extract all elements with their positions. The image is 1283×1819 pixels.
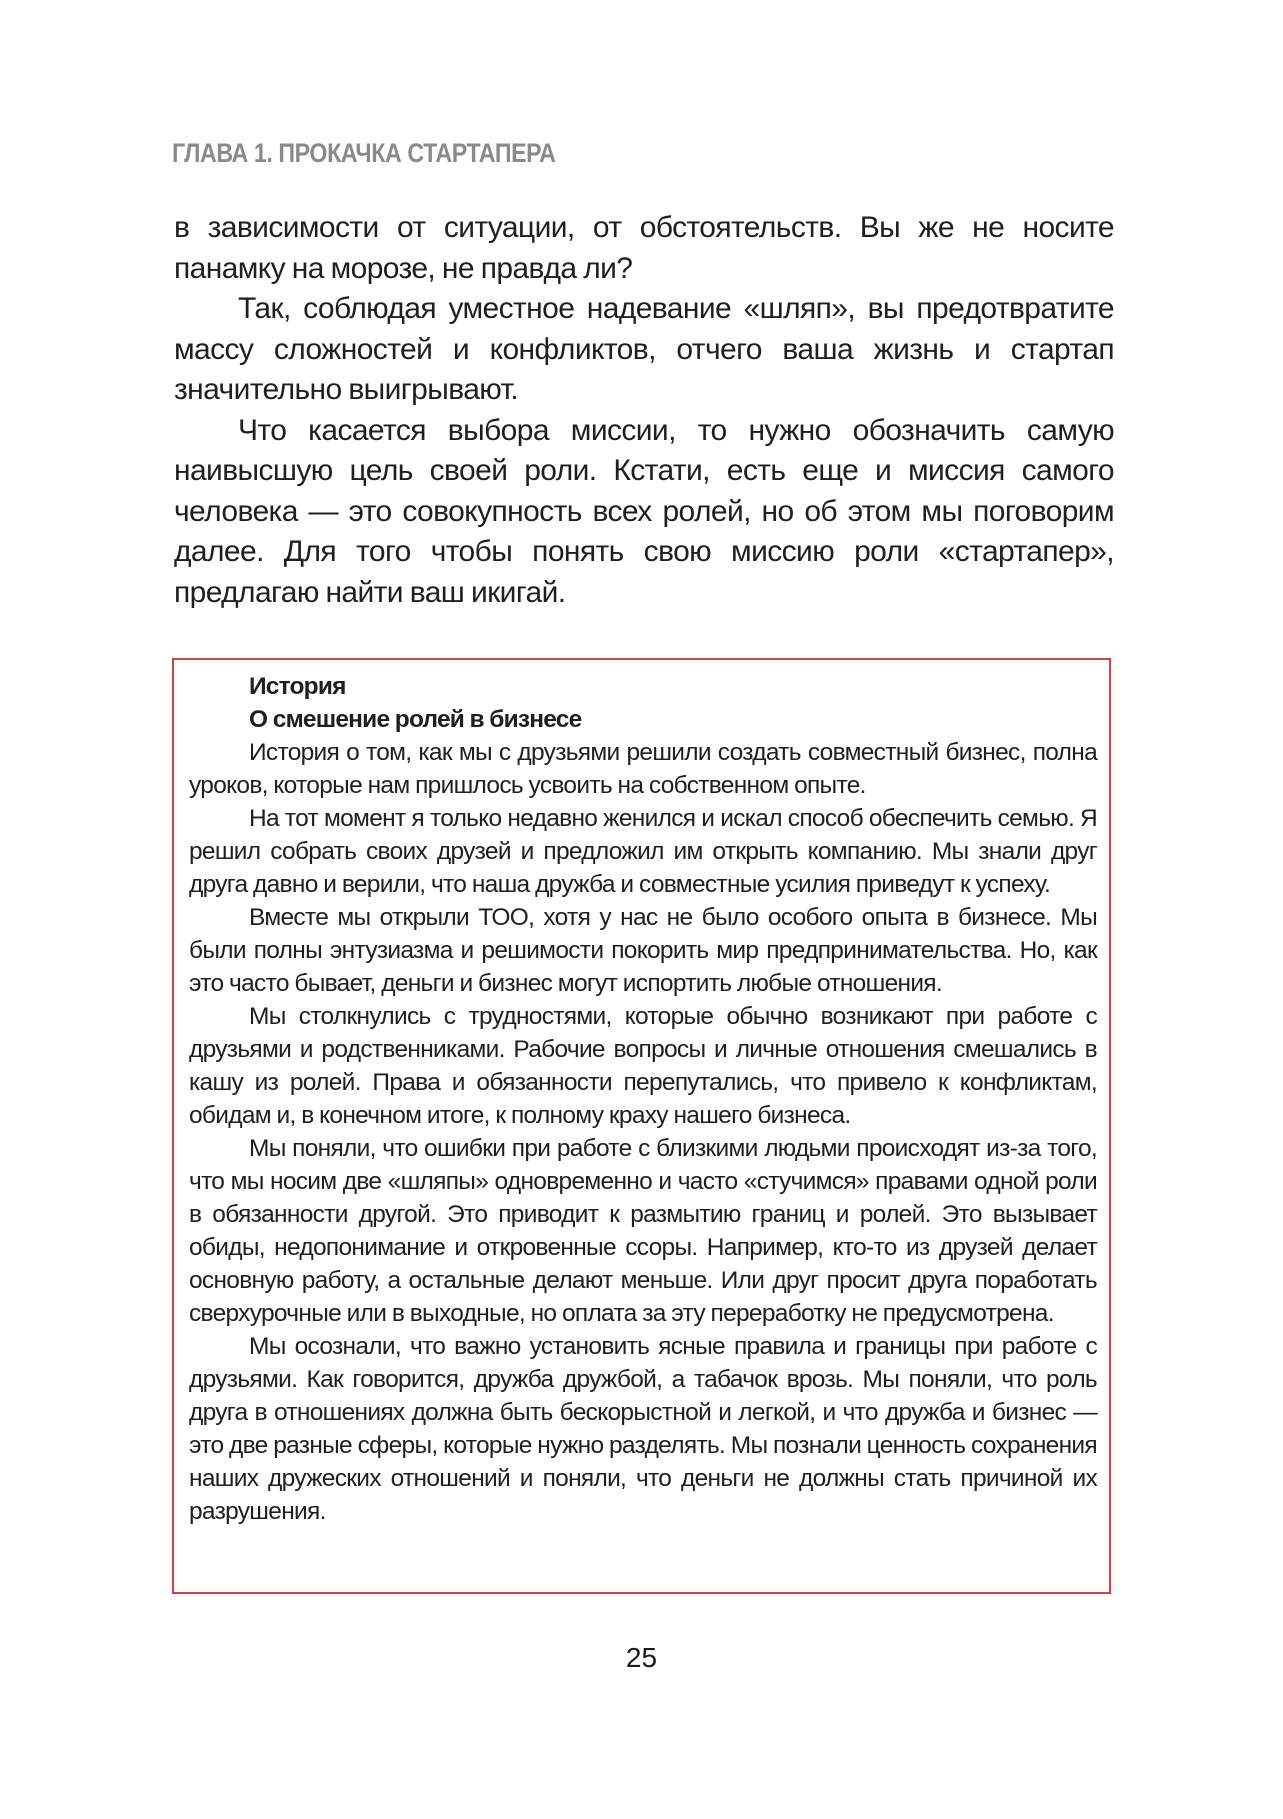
story-title: О смешение ролей в бизнесе [249, 706, 582, 733]
story-paragraph: Мы осознали, что важно установить ясные правила и границы при работе с друзьями. Как говорится, дружба дружбой, а табачок врозь. Мы поняли, что роль друга в отношениях должна быть бескорыстной и легкой, и что дружба и бизнес — это две разные сферы, которые нужно разделять. Мы познали ценность сохранения наших дружеских отношений и поняли, что деньги не должны стать причиной их разрушения. [189, 1333, 1097, 1525]
story-paragraph: История о том, как мы с друзьями решили создать совместный бизнес, полна уроков, которые нам пришлось усвоить на собственном опыте. [189, 739, 1097, 799]
story-label: История [249, 673, 346, 700]
story-paragraph: На тот момент я только недавно женился и искал способ обеспечить семью. Я решил собрать своих друзей и предложил им открыть компанию. Мы знали друг друга давно и верили, что наша дружба и совместные усилия приведут к успеху. [189, 805, 1097, 898]
chapter-title: ГЛАВА 1. ПРОКАЧКА СТАРТАПЕРА [172, 138, 556, 168]
story-content [189, 670, 1097, 1528]
body-paragraph: Что касается выбора миссии, то нужно обозначить самую наивысшую цель своей роли. Кстати, есть еще и миссия самого человека — это совокупность всех ролей, но об этом мы поговорим далее. Для того чтобы понять свою миссию роли «стартапер», предлагаю найти ваш икигай. [174, 413, 1114, 609]
body-paragraph: в зависимости от ситуации, от обстоятельств. Вы же не носите панамку на морозе, не правда ли? [174, 211, 1114, 285]
story-box [172, 658, 1111, 1594]
story-paragraph: Мы столкнулись с трудностями, которые обычно возникают при работе с друзьями и родственниками. Рабочие вопросы и личные отношения смешались в кашу из ролей. Права и обязанности перепутались, что привело к конфликтам, обидам и, в конечном итоге, к полному краху нашего бизнеса. [189, 1003, 1097, 1129]
main-text [174, 208, 1114, 613]
story-paragraph: Вместе мы открыли ТОО, хотя у нас не было особого опыта в бизнесе. Мы были полны энтузиазма и решимости покорить мир предпринимательства. Но, как это часто бывает, деньги и бизнес могут испортить любые отношения. [189, 904, 1097, 997]
page-number: 25 [625, 1642, 658, 1673]
story-paragraph: Мы поняли, что ошибки при работе с близкими людьми происходят из-за того, что мы носим две «шляпы» одновременно и часто «стучимся» правами одной роли в обязанности другой. Это приводит к размытию границ и ролей. Это вызывает обиды, недопонимание и откровенные ссоры. Например, кто-то из друзей делает основную работу, а остальные делают меньше. Или друг просит друга поработать сверхурочные или в выходные, но оплата за эту переработку не предусмотрена. [189, 1135, 1097, 1327]
body-paragraph: Так, соблюдая уместное надевание «шляп», вы предотвратите массу сложностей и конфликтов, отчего ваша жизнь и стартап значительно выигрывают. [174, 292, 1114, 406]
